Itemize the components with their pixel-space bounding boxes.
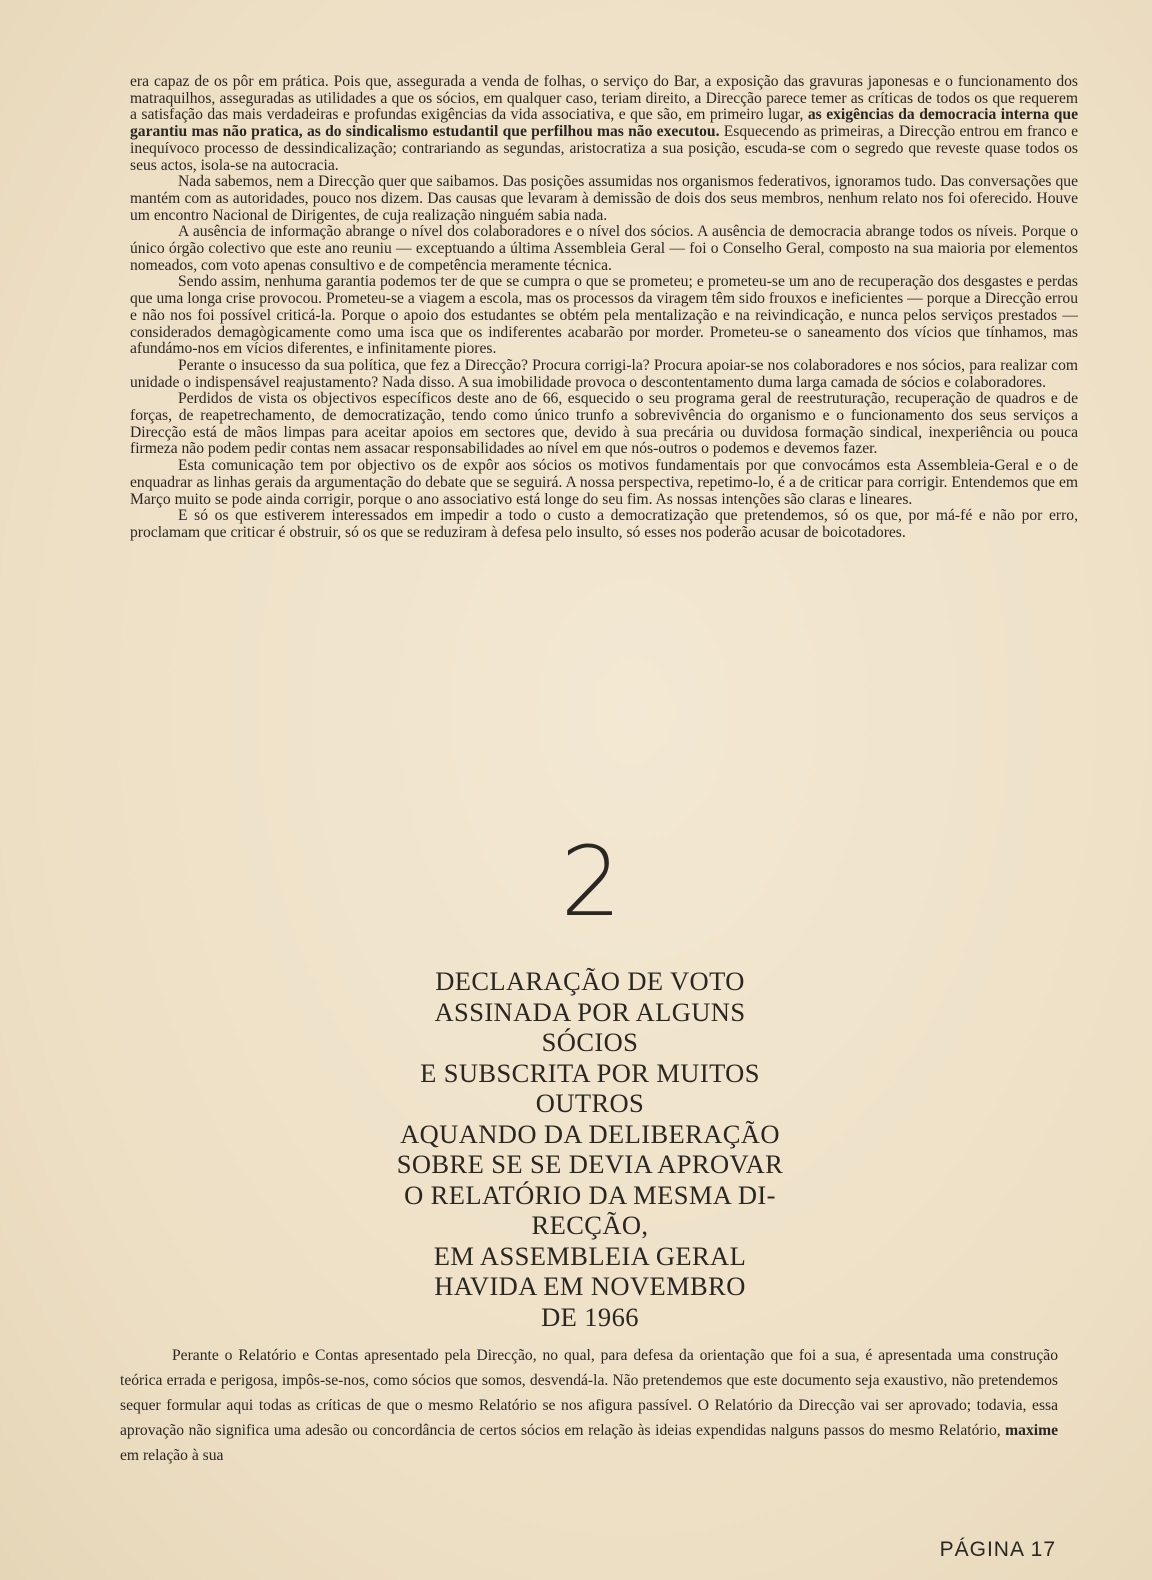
paragraph	[130, 74, 1078, 174]
title-line: EM ASSEMBLEIA GERAL	[433, 1240, 747, 1271]
lower-text-block	[120, 1343, 1058, 1468]
section-number: 2	[560, 826, 622, 938]
title-line: RECÇÃO,	[531, 1210, 649, 1240]
paragraph-text: Perante o Relatório e Contas apresentado pela Direcção, no qual, para defesa da orientação que foi a sua, é apresentada uma construção teórica errada e perigosa, impôs-se-nos, como sócios que somos, desvendá-la. Não pretendemos que este documento seja exaustivo, não pretendemos sequer formular aqui todas as críticas de que o mesmo Relatório se nos afigura passível. O Relatório da Direcção vai ser aprovado; todavia, essa aprovação não significa uma adesão ou concordância de certos sócios em relação às ideias expendidas nalguns passos do mesmo Relatório,	[120, 1347, 1058, 1439]
paragraph-text: Esquecendo as primeiras, a Direcção entrou em franco e inequívoco processo de dessindicalização; contrariando as segundas, aristocratiza a sua posição, escuda-se com o segredo que reveste quase todos os seus actos, isola-se na autocracia.	[130, 123, 1078, 174]
declaration-title	[350, 966, 830, 1332]
title-line: OUTROS	[535, 1088, 645, 1118]
paragraph: A ausência de informação abrange o nível dos colaboradores e o nível dos sócios. A ausência de democracia abrange todos os níveis. Porque o único órgão colectivo que este ano reuniu — exceptuando a última Assembleia Geral — foi o Conselho Geral, composto na sua maioria por elementos nomeados, com voto apenas consultivo e de competência meramente técnica.	[130, 223, 1078, 274]
bold-word: maxime	[1005, 1422, 1058, 1439]
paragraph: Sendo assim, nenhuma garantia podemos ter de que se cumpra o que se prometeu; e prometeu-se um ano de recuperação dos desgastes e perdas que uma longa crise provocou. Prometeu-se a viagem a escola, mas os processos da viragem têm sido frouxos e ineficientes — porque a Direcção errou e não nos foi possível criticá-la. Porque o apoio dos estudantes se obtém pela mentalização e na reivindicação, e nunca pelos serviços prestados — considerados demagògicamente como uma isca que os indiferentes acabarão por morder. Prometeu-se o saneamento dos vícios que tínhamos, mas afundámo-nos em vícios diferentes, e infinitamente piores.	[130, 273, 1078, 358]
paragraph: E só os que estiverem interessados em impedir a todo o custo a democratização que pretendemos, só os que, por má-fé e não por erro, proclamam que criticar é obstruir, só os que se reduziram à defesa pelo insulto, só esses nos poderão acusar de boicotadores.	[130, 507, 1078, 541]
title-line: DECLARAÇÃO DE VOTO	[435, 966, 745, 996]
paragraph: Esta comunicação tem por objectivo os de expôr aos sócios os motivos fundamentais por que convocámos esta Assembleia-Geral e o de enquadrar as linhas gerais da argumentação do debate que se seguirá. A nossa perspectiva, repetimo-lo, é a de criticar para corrigir. Entendemos que em Março muito se pode ainda corrigir, porque o ano associativo está longe do seu fim. As nossas intenções são claras e lineares.	[130, 457, 1078, 508]
title-line: ASSINADA POR ALGUNS	[434, 996, 746, 1027]
paragraph-text: era capaz de os pôr em prática. Pois que, assegurada a venda de folhas, o serviço do Bar, a exposição das gravuras japonesas e o funcionamento dos matraquilhos, asseguradas as utilidades a que os sócios, em qualquer caso, teriam direito, a Direcção parece temer as críticas de todos os que requerem a satisfação das mais verdadeiras e profundas exigências da vida associativa, e que são, em primeiro lugar,	[130, 73, 1078, 124]
paragraph: Perdidos de vista os objectivos específicos deste ano de 66, esquecido o seu programa geral de reestruturação, recuperação de quadros e de forças, de reapetrechamento, de democratização, tendo como único trunfo a sobrevivência do organismo e o funcionamento dos seus serviços a Direcção está de mãos limpas para aceitar apoios em sectores que, devido à sua precária ou duvidosa formação sindical, inexperiência ou pouca firmeza não podem pedir contas nem assacar responsabilidades ao nível em que nós-outros o podemos e devemos fazer.	[130, 390, 1078, 458]
title-line: SÓCIOS	[541, 1027, 639, 1057]
title-line: E SUBSCRITA POR MUITOS	[420, 1057, 760, 1088]
title-line: AQUANDO DA DELIBERAÇÃO	[400, 1118, 780, 1149]
title-line: SOBRE SE SE DEVIA APROVAR	[396, 1149, 784, 1179]
upper-text-block	[130, 74, 1078, 542]
paragraph: Nada sabemos, nem a Direcção quer que saibamos. Das posições assumidas nos organismos federativos, ignoramos tudo. Das conversações que mantém com as autoridades, pouco nos dizem. Das causas que levaram à demissão de dois dos seus membros, nenhum relato nos foi oferecido. Houve um encontro Nacional de Dirigentes, de cuja realização ninguém sabia nada.	[130, 173, 1078, 224]
title-line: O RELATÓRIO DA MESMA DI-	[404, 1179, 776, 1210]
paragraph-text: em relação à sua	[120, 1447, 224, 1464]
paragraph: Perante o insucesso da sua política, que fez a Direcção? Procura corrigi-la? Procura apoiar-se nos colaboradores e nos sócios, para realizar com unidade o indispensável reajustamento? Nada disso. A sua imobilidade provoca o descontentamento duma larga camada de sócios e colaboradores.	[130, 356, 1078, 391]
bold-phrase: as exigências da democracia interna que garantiu mas não pratica, as do sindicalismo estudantil que perfilhou mas não executou.	[130, 106, 1079, 141]
page-number-label: PÁGINA 17	[939, 1538, 1056, 1561]
paragraph	[120, 1343, 1058, 1468]
title-line: HAVIDA EM NOVEMBRO	[434, 1271, 746, 1301]
title-line: DE 1966	[541, 1301, 639, 1332]
